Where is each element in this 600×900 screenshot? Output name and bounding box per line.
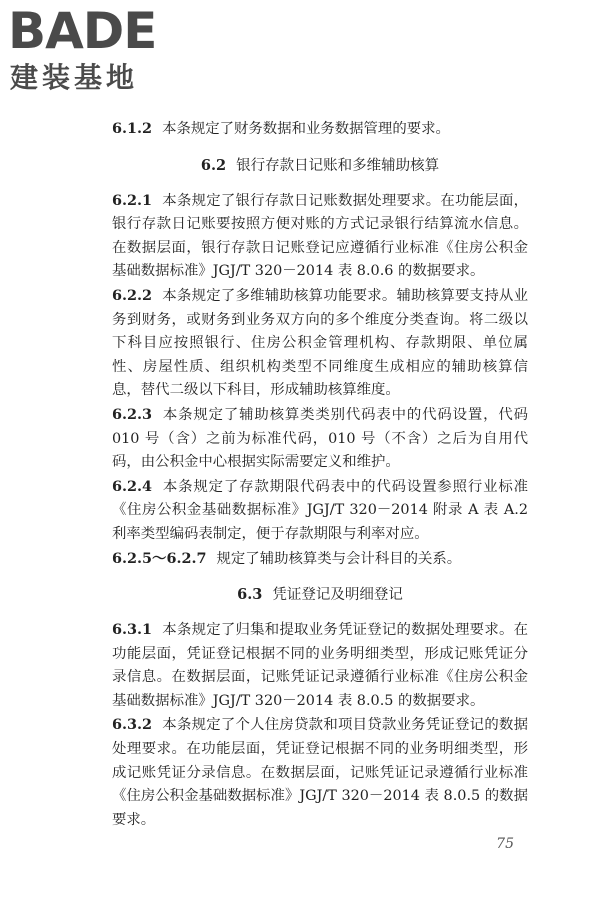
- section-number: 6.3: [237, 586, 263, 604]
- section-number: 6.2: [200, 156, 227, 174]
- clause-6-1-2: [112, 117, 528, 142]
- page-number: 75: [496, 836, 514, 852]
- clause-6-2-3: [112, 403, 528, 475]
- clause-6-3-1: [112, 618, 528, 713]
- clause-text: 规定了辅助核算类与会计科目的关系。: [216, 550, 462, 567]
- clause-text: 本条规定了财务数据和业务数据管理的要求。: [162, 121, 450, 137]
- document-body: [112, 117, 528, 832]
- clause-text: 本条规定了银行存款日记账数据处理要求。在功能层面，银行存款日记账要按照方便对账的方式记录银行结算流水信息。在数据层面，银行存款日记账登记应遵循行业标准《住房公积金基础数据标准》JGJ/T 320－2014 表 8.0.6 的数据要求。: [112, 192, 528, 280]
- clause-number: 6.1.2: [112, 120, 153, 137]
- section-heading-6-3: [112, 583, 528, 607]
- clause-text: 本条规定了辅助核算类类别代码表中的代码设置，代码 010 号（含）之前为标准代码，010 号（不含）之后为自用代码，由公积金中心根据实际需要定义和维护。: [112, 406, 528, 471]
- section-title: 银行存款日记账和多维辅助核算: [236, 157, 440, 174]
- clause-number: 6.2.1: [112, 191, 153, 209]
- clause-number: 6.2.3: [112, 405, 153, 423]
- clause-6-2-5-to-6-2-7: [112, 547, 528, 572]
- logo-wordmark: BADE: [8, 2, 157, 60]
- logo-subtitle: 建装基地: [10, 61, 139, 94]
- clause-number: 6.2.2: [112, 286, 153, 304]
- clause-text: 本条规定了多维辅助核算功能要求。辅助核算要支持从业务到财务，或财务到业务双方向的多个维度分类查询。将二级以下科目应按照银行、住房公积金管理机构、存款期限、单位属性、房屋性质、组织机构类型不同维度生成相应的辅助核算信息，替代二级以下科目，形成辅助核算维度。: [112, 287, 528, 399]
- clause-6-3-2: [112, 713, 528, 832]
- clause-text: 本条规定了个人住房贷款和项目贷款业务凭证登记的数据处理要求。在功能层面，凭证登记根据不同的业务明细类型，形成记账凭证分录信息。在数据层面，记账凭证记录遵循行业标准《住房公积金基础数据标准》JGJ/T 320－2014 表 8.0.5 的数据要求。: [112, 717, 528, 828]
- section-title: 凭证登记及明细登记: [272, 587, 403, 604]
- clause-number: 6.3.1: [112, 621, 153, 639]
- clause-text: 本条规定了归集和提取业务凭证登记的数据处理要求。在功能层面，凭证登记根据不同的业务明细类型，形成记账凭证分录信息。在数据层面，记账凭证记录遵循行业标准《住房公积金基础数据标准》JGJ/T 320－2014 表 8.0.5 的数据要求。: [112, 622, 528, 709]
- clause-text: 本条规定了存款期限代码表中的代码设置参照行业标准《住房公积金基础数据标准》JGJ/T 320－2014 附录 A 表 A.2 利率类型编码表制定，便于存款期限与利率对应。: [112, 478, 528, 542]
- clause-number: 6.2.5～6.2.7: [112, 549, 207, 567]
- section-heading-6-2: [112, 154, 528, 178]
- clause-number: 6.2.4: [112, 477, 153, 495]
- clause-number: 6.3.2: [112, 716, 153, 734]
- bade-logo: [8, 4, 178, 94]
- clause-6-2-4: [112, 475, 528, 547]
- clause-6-2-1: [112, 189, 528, 284]
- clause-6-2-2: [112, 284, 528, 403]
